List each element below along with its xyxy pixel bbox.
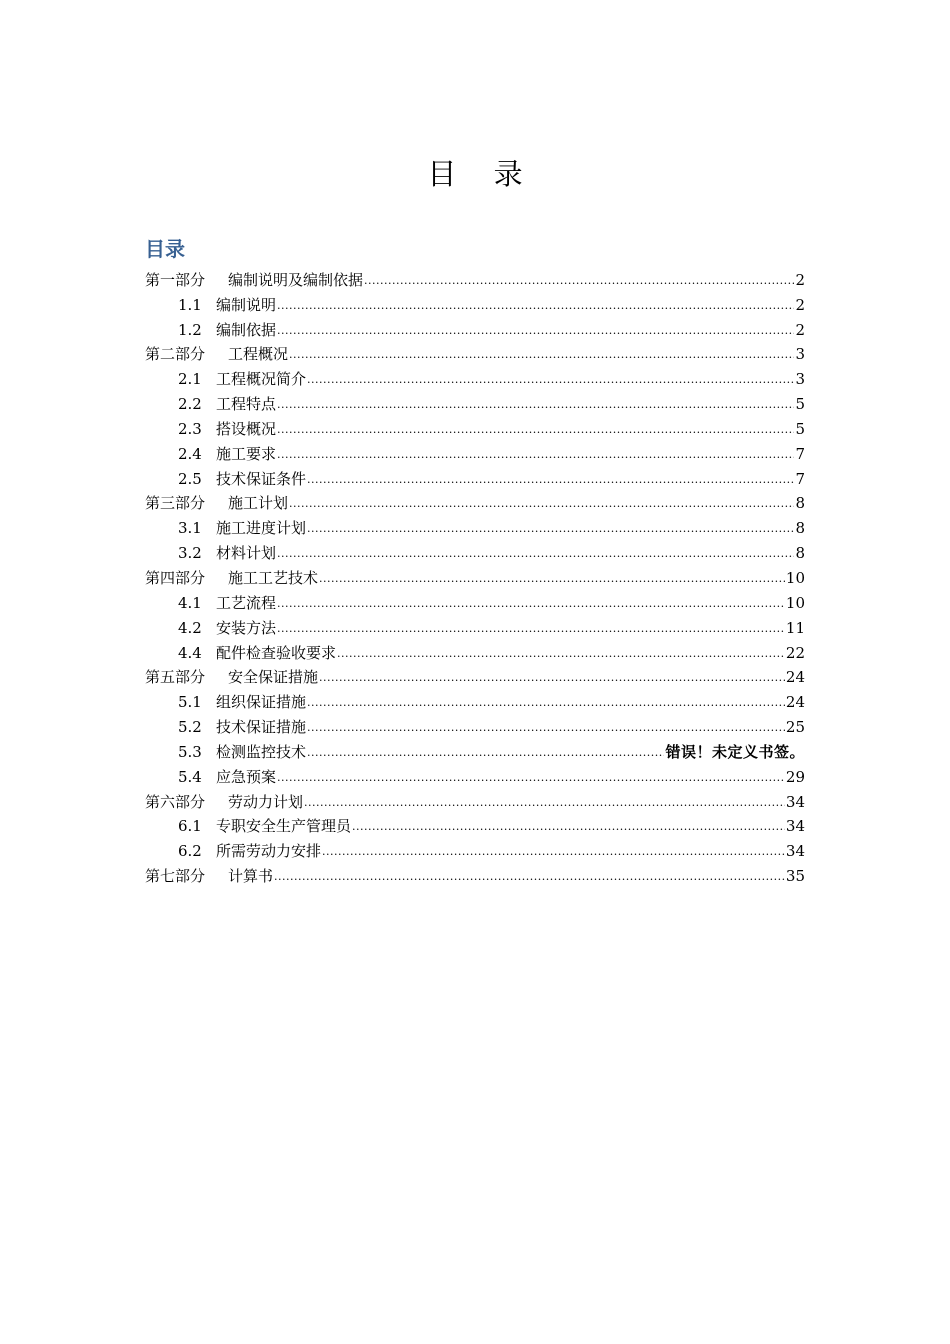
toc-entry-title: 安装方法	[216, 618, 277, 637]
toc-entry-number: 2.4	[178, 444, 202, 463]
toc-dot-leader	[289, 344, 794, 364]
toc-dot-leader	[304, 792, 785, 812]
toc-entry-number: 第六部分	[145, 792, 206, 811]
toc-entry-page: 2	[795, 270, 805, 289]
toc-dot-leader	[307, 369, 794, 389]
toc-entry-page: 5	[795, 395, 805, 414]
toc-entry-title: 技术保证条件	[216, 469, 307, 488]
toc-dot-leader	[277, 295, 794, 315]
toc-entry[interactable]	[145, 588, 805, 613]
toc-entry-page: 11	[785, 618, 805, 637]
toc-entry[interactable]	[145, 737, 805, 762]
page-title: 目 录	[427, 157, 537, 191]
toc-dot-leader	[307, 692, 785, 712]
toc-entry-page: 8	[795, 544, 805, 563]
toc-dot-leader	[319, 568, 785, 588]
toc-entry-title: 所需劳动力安排	[216, 842, 322, 861]
toc-dot-leader	[274, 866, 785, 886]
toc-entry-title: 材料计划	[216, 544, 277, 563]
toc-dot-leader	[352, 816, 785, 836]
toc-entry[interactable]	[145, 513, 805, 538]
toc-entry[interactable]	[145, 439, 805, 464]
toc-entry-page-error: 错误！未定义书签。	[665, 742, 805, 761]
toc-dot-leader	[307, 742, 664, 762]
toc-entry[interactable]	[145, 489, 805, 514]
toc-entry-number: 2.5	[178, 469, 202, 488]
toc-entry-number: 第一部分	[145, 270, 206, 289]
toc-entry-title: 安全保证措施	[228, 668, 319, 687]
toc-entry-number: 第五部分	[145, 668, 206, 687]
toc-entry-page: 29	[785, 767, 805, 786]
toc-entry-number: 5.4	[178, 767, 202, 786]
toc-dot-leader	[277, 394, 794, 414]
toc-entry-title: 组织保证措施	[216, 693, 307, 712]
toc-entry[interactable]	[145, 812, 805, 837]
toc-entry-number: 第三部分	[145, 494, 206, 513]
toc-entry[interactable]	[145, 861, 805, 886]
toc-entry-number: 4.4	[178, 643, 202, 662]
toc-entry-page: 3	[795, 370, 805, 389]
toc-entry[interactable]	[145, 762, 805, 787]
toc-entry[interactable]	[145, 638, 805, 663]
toc-entry-page: 24	[785, 693, 805, 712]
toc-entry-title: 配件检查验收要求	[216, 643, 337, 662]
toc-entry-title: 工程概况	[228, 345, 289, 364]
toc-entry-page: 24	[785, 668, 805, 687]
toc-entry-title: 施工工艺技术	[228, 568, 319, 587]
toc-entry-page: 7	[795, 469, 805, 488]
toc-entry-page: 3	[795, 345, 805, 364]
toc-entry-number: 2.2	[178, 395, 202, 414]
toc-dot-leader	[307, 469, 794, 489]
table-of-contents	[145, 265, 805, 886]
toc-entry-number: 6.1	[178, 817, 202, 836]
toc-entry[interactable]	[145, 836, 805, 861]
toc-entry-number: 第四部分	[145, 568, 206, 587]
toc-dot-leader	[277, 618, 785, 638]
toc-entry-number: 2.3	[178, 419, 202, 438]
toc-entry-number: 5.3	[178, 742, 202, 761]
toc-entry-title: 专职安全生产管理员	[216, 817, 352, 836]
toc-entry-number: 第七部分	[145, 867, 206, 886]
toc-entry[interactable]	[145, 538, 805, 563]
toc-entry-title: 计算书	[228, 867, 274, 886]
toc-dot-leader	[277, 320, 794, 340]
toc-entry-title: 施工要求	[216, 444, 277, 463]
toc-entry[interactable]	[145, 340, 805, 365]
toc-entry-page: 8	[795, 494, 805, 513]
toc-entry[interactable]	[145, 712, 805, 737]
toc-entry-title: 工程特点	[216, 395, 277, 414]
toc-entry-title: 编制依据	[216, 320, 277, 339]
toc-entry-title: 编制说明	[216, 295, 277, 314]
toc-entry-page: 10	[785, 568, 805, 587]
toc-dot-leader	[307, 518, 794, 538]
toc-dot-leader	[337, 643, 785, 663]
toc-entry-page: 22	[785, 643, 805, 662]
toc-entry-page: 34	[785, 817, 805, 836]
toc-entry-number: 4.2	[178, 618, 202, 637]
toc-entry-title: 应急预案	[216, 767, 277, 786]
toc-entry-page: 5	[795, 419, 805, 438]
toc-entry[interactable]	[145, 414, 805, 439]
toc-entry[interactable]	[145, 290, 805, 315]
toc-entry[interactable]	[145, 687, 805, 712]
toc-entry-page: 8	[795, 519, 805, 538]
toc-entry-number: 4.1	[178, 593, 202, 612]
toc-entry-number: 1.2	[178, 320, 202, 339]
toc-dot-leader	[277, 444, 794, 464]
toc-entry-title: 工程概况简介	[216, 370, 307, 389]
toc-entry-number: 1.1	[178, 295, 202, 314]
toc-entry-title: 编制说明及编制依据	[228, 270, 364, 289]
toc-entry-page: 2	[795, 320, 805, 339]
toc-entry-page: 25	[785, 718, 805, 737]
toc-entry-number: 2.1	[178, 370, 202, 389]
toc-entry[interactable]	[145, 663, 805, 688]
toc-entry[interactable]	[145, 265, 805, 290]
toc-entry[interactable]	[145, 389, 805, 414]
toc-entry-page: 34	[785, 792, 805, 811]
toc-entry-title: 工艺流程	[216, 593, 277, 612]
toc-entry[interactable]	[145, 315, 805, 340]
toc-dot-leader	[289, 493, 794, 513]
toc-entry-title: 检测监控技术	[216, 742, 307, 761]
toc-entry-number: 3.1	[178, 519, 202, 538]
toc-entry[interactable]	[145, 563, 805, 588]
toc-entry-title: 劳动力计划	[228, 792, 304, 811]
toc-dot-leader	[322, 841, 785, 861]
toc-entry[interactable]	[145, 787, 805, 812]
toc-entry[interactable]	[145, 364, 805, 389]
toc-entry-page: 7	[795, 444, 805, 463]
toc-heading: 目录	[145, 237, 185, 261]
toc-entry-number: 第二部分	[145, 345, 206, 364]
toc-entry-number: 6.2	[178, 842, 202, 861]
toc-entry[interactable]	[145, 613, 805, 638]
toc-entry[interactable]	[145, 464, 805, 489]
toc-entry-title: 搭设概况	[216, 419, 277, 438]
toc-entry-title: 施工计划	[228, 494, 289, 513]
toc-dot-leader	[277, 419, 794, 439]
toc-entry-page: 10	[785, 593, 805, 612]
toc-dot-leader	[277, 543, 794, 563]
toc-entry-title: 技术保证措施	[216, 718, 307, 737]
toc-entry-number: 5.2	[178, 718, 202, 737]
toc-entry-page: 34	[785, 842, 805, 861]
toc-dot-leader	[319, 667, 785, 687]
toc-entry-page: 2	[795, 295, 805, 314]
toc-dot-leader	[277, 593, 785, 613]
toc-dot-leader	[307, 717, 785, 737]
toc-entry-number: 3.2	[178, 544, 202, 563]
toc-dot-leader	[277, 767, 785, 787]
toc-entry-page: 35	[785, 867, 805, 886]
toc-entry-number: 5.1	[178, 693, 202, 712]
toc-entry-title: 施工进度计划	[216, 519, 307, 538]
toc-dot-leader	[364, 270, 794, 290]
